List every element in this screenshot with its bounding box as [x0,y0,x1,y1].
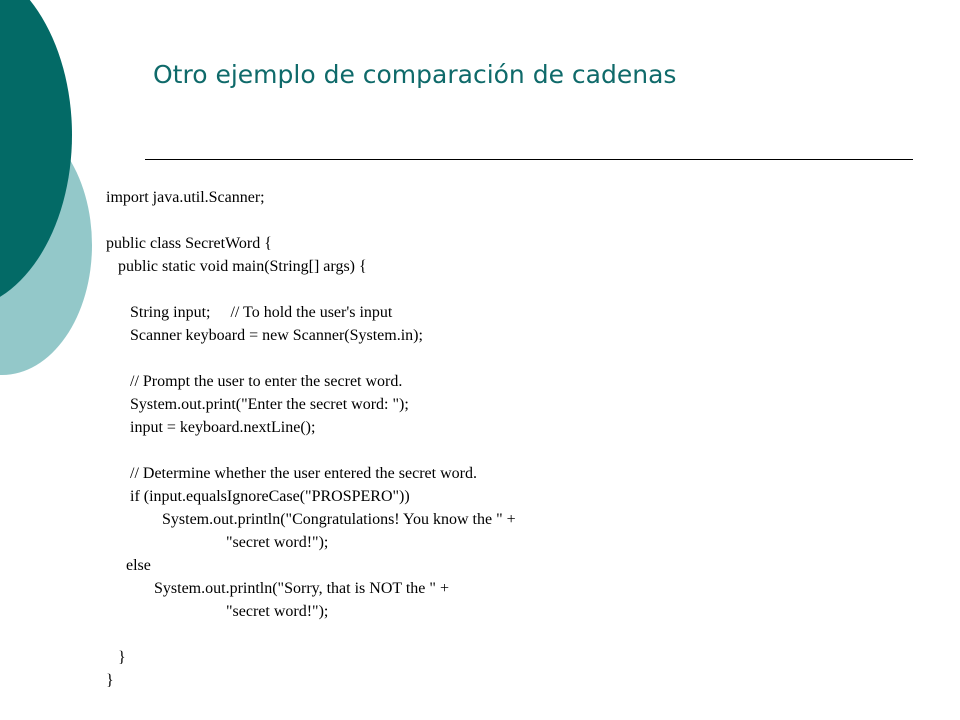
code-line: if (input.equalsIgnoreCase("PROSPERO")) [106,488,410,505]
code-line: "secret word!"); [106,534,329,551]
code-listing [106,186,516,692]
code-line: public static void main(String[] args) { [106,258,367,275]
code-line: public class SecretWord { [106,235,272,252]
code-line: "secret word!"); [106,603,329,620]
code-line: Scanner keyboard = new Scanner(System.in); [106,327,423,344]
code-line: // Prompt the user to enter the secret word. [106,373,403,390]
slide-title: Otro ejemplo de comparación de cadenas [153,60,677,89]
code-line [106,623,516,646]
code-line: // Determine whether the user entered the secret word. [106,465,477,482]
code-line: } [106,672,114,689]
code-line: } [106,649,126,666]
code-line: System.out.print("Enter the secret word: "); [106,396,409,413]
code-line: System.out.println("Sorry, that is NOT the " + [106,580,449,597]
code-line: String input; // To hold the user's input [106,304,393,321]
code-line [106,347,516,370]
code-line: import java.util.Scanner; [106,189,265,206]
code-line: input = keyboard.nextLine(); [106,419,316,436]
title-divider [145,159,913,160]
code-line [106,278,516,301]
code-line: System.out.println("Congratulations! You know the " + [106,511,516,528]
code-line: else [106,557,151,574]
code-line [106,439,516,462]
code-line [106,209,516,232]
